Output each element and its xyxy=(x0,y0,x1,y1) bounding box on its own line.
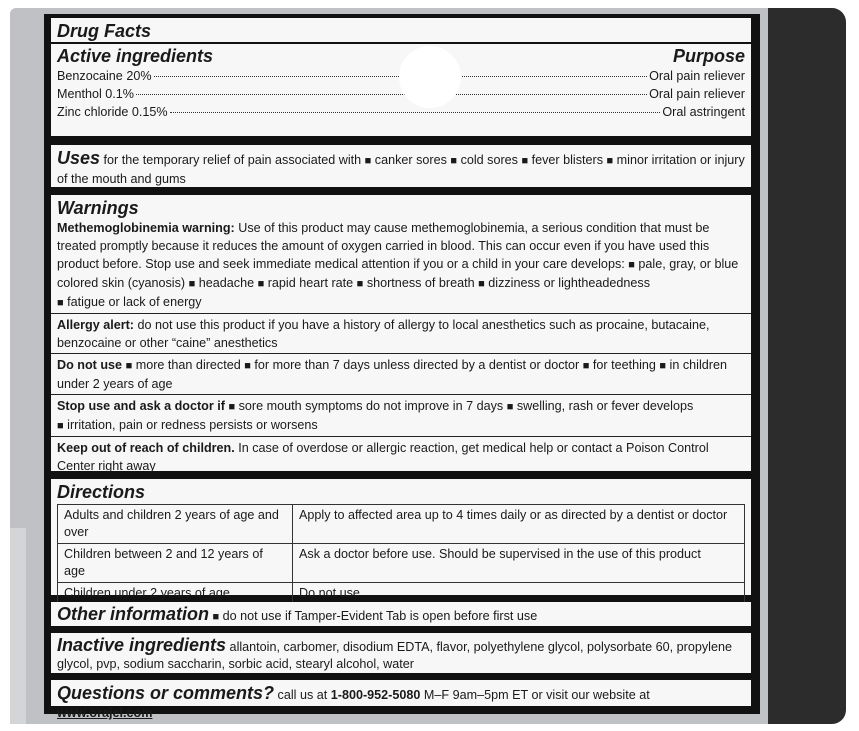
uses-header: Uses xyxy=(57,148,101,168)
ingredient-row: Menthol 0.1% Oral pain reliever xyxy=(57,87,745,101)
website-link[interactable]: www.orajel.com xyxy=(57,706,153,720)
table-row: Adults and children 2 years of age and over Apply to affected area up to 4 times daily or as directed by a dentist or doctor xyxy=(58,505,745,544)
drug-facts-label xyxy=(44,14,760,720)
other-information-section: Other information ■ do not use if Tamper-Evident Tab is open before first use xyxy=(51,602,751,626)
purpose-header: Purpose xyxy=(672,46,745,66)
directions-table xyxy=(57,504,745,605)
inactive-ingredients-section: Inactive ingredients allantoin, carbomer, disodium EDTA, flavor, polyethylene glycol, polysorbate 60, propylene glycol, pvp, sodium saccharin, sorbic acid, stearyl alcohol, water xyxy=(51,633,751,673)
stop-use-ask-doctor: Stop use and ask a doctor if ■ sore mouth symptoms do not improve in 7 days ■ swelling, rash or fever develops ■ irritation, pain or redness persists or worsens xyxy=(51,394,751,436)
directions-header: Directions xyxy=(57,482,146,502)
phone-number[interactable]: 1-800-952-5080 xyxy=(330,688,421,702)
allergy-alert: Allergy alert: do not use this product if you have a history of allergy to local anesthetics such as procaine, butacaine, benzocaine or other “caine” anesthetics xyxy=(51,313,751,353)
questions-header: Questions or comments? xyxy=(57,683,275,703)
do-not-use: Do not use ■ more than directed ■ for more than 7 days unless directed by a dentist or doctor ■ for teething ■ in children under 2 years of age xyxy=(51,353,751,394)
card-lip xyxy=(10,528,26,724)
keep-out-of-reach: Keep out of reach of children. In case of overdose or allergic reaction, get medical help or contact a Poison Control Center right away xyxy=(51,436,751,476)
hang-hole xyxy=(399,46,461,108)
uses-section: Uses for the temporary relief of pain associated with ■ canker sores ■ cold sores ■ fever blisters ■ minor irritation or injury of the mouth and gums xyxy=(51,145,751,187)
active-ingredients-header: Active ingredients xyxy=(57,46,214,66)
other-information-header: Other information xyxy=(57,604,209,624)
drug-facts-title: Drug Facts xyxy=(57,21,152,41)
warnings-section xyxy=(51,195,751,471)
questions-section: Questions or comments? call us at 1-800-952-5080 M–F 9am–5pm ET or visit our website at www.orajel.com xyxy=(51,680,751,706)
methemoglobinemia-warning: Methemoglobinemia warning: Use of this product may cause methemoglobinemia, a serious condition that must be treated promptly because it reduces the amount of oxygen carried in blood. This can occur even if you have used this product before. Stop use and seek immediate medical attention if you or a child in your care develops: ■ pale, gray, or blue colored skin (cyanosis) ■ headache ■ rapid heart rate ■ shortness of breath ■ dizziness or lightheadedness ■ fatigue or lack of energy xyxy=(57,221,739,309)
table-row: Children between 2 and 12 years of age Ask a doctor before use. Should be supervised in the use of this product xyxy=(58,544,745,583)
ingredient-row: Benzocaine 20% Oral pain reliever xyxy=(57,69,745,83)
warnings-header: Warnings xyxy=(57,198,139,218)
directions-section xyxy=(51,479,751,600)
dark-side-panel xyxy=(768,8,846,724)
ingredient-row: Zinc chloride 0.15% Oral astringent xyxy=(57,105,745,119)
inactive-ingredients-header: Inactive ingredients xyxy=(57,635,227,655)
table-row: Children under 2 years of age Do not use xyxy=(58,583,745,605)
